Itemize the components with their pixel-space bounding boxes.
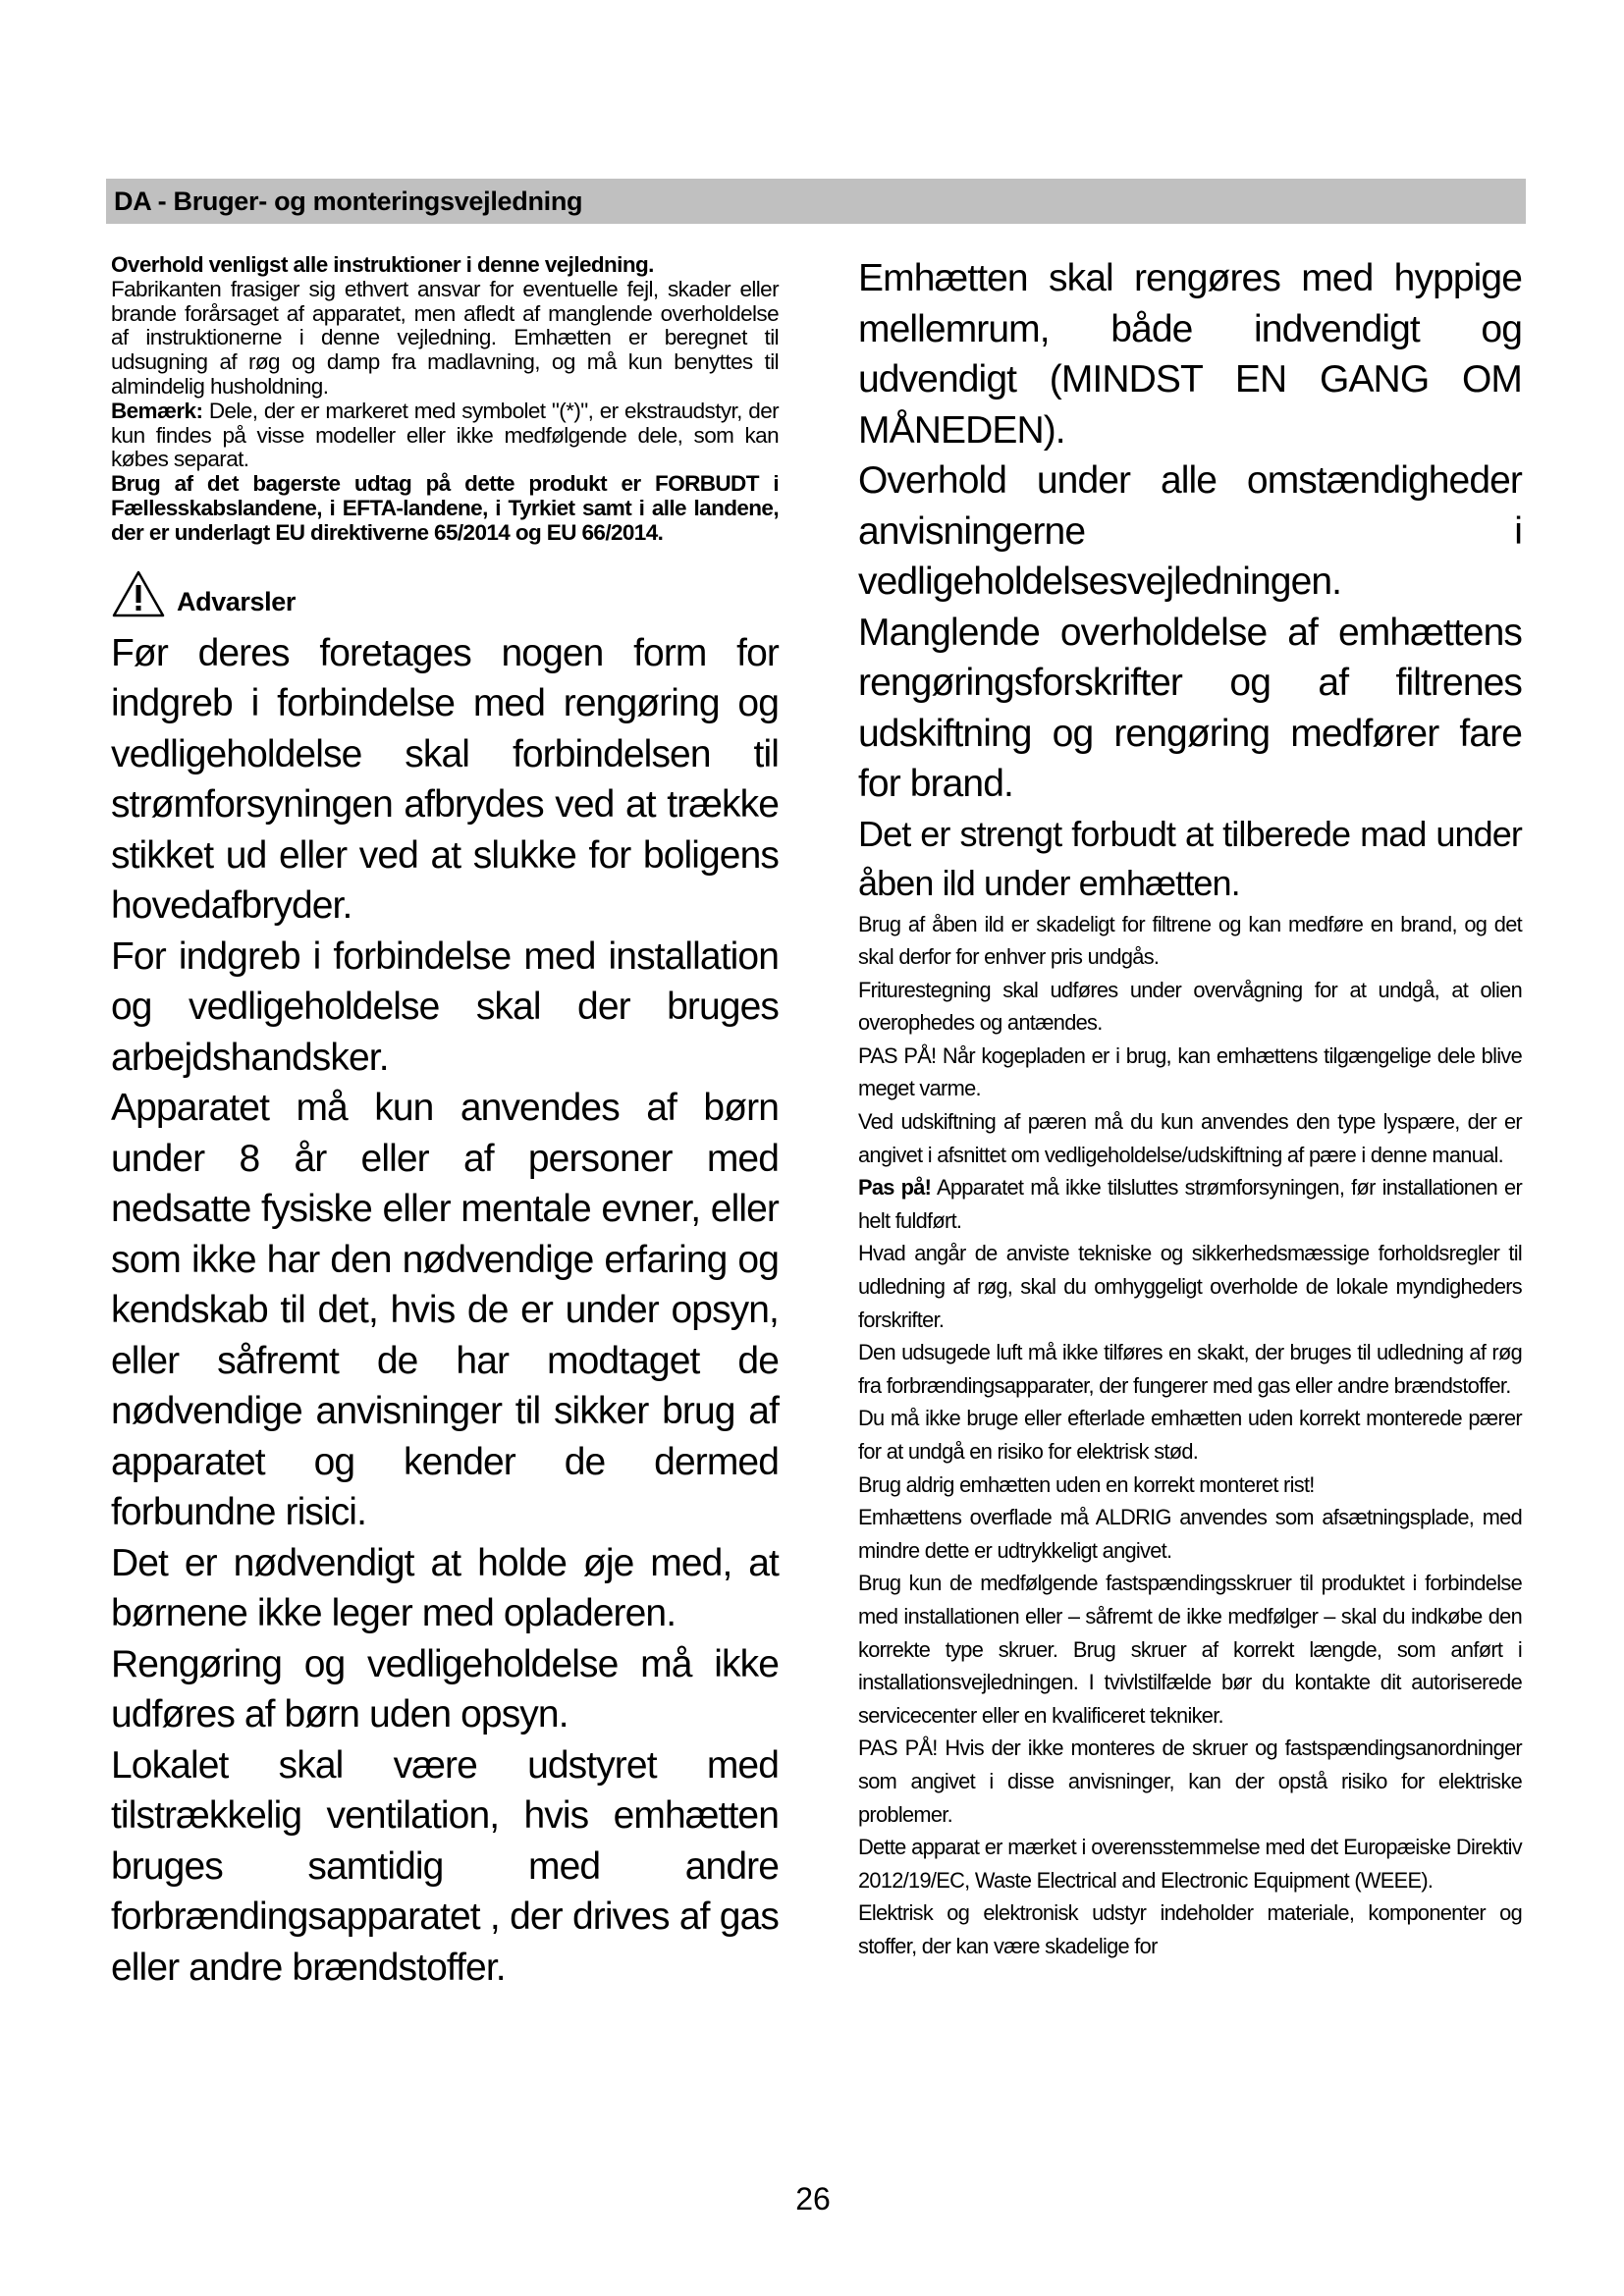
small-paragraph: Emhættens overflade må ALDRIG anvendes som afsætningsplade, med mindre dette er udtrykkeligt angivet. (858, 1505, 1522, 1563)
small-paragraph: Du må ikke bruge eller efterlade emhætten uden korrekt monterede pærer for at undgå en risiko for elektrisk stød. (858, 1406, 1522, 1464)
large-paragraph: Emhætten skal rengøres med hyppige mellemrum, både indvendigt og udvendigt (MINDST EN GANG OM MÅNEDEN). (858, 257, 1522, 452)
right-column (858, 253, 1522, 1963)
large-paragraph: Manglende overholdelse af emhættens rengøringsforskrifter og af filtrenes udskiftning og rengøring medfører fare for brand. (858, 611, 1522, 805)
small-paragraph: Ved udskiftning af pæren må du kun anvendes den type lyspære, der er angivet i afsnittet om vedligeholdelse/udskiftning af pære i denne manual. (858, 1109, 1522, 1167)
warning-paragraph: Det er nødvendigt at holde øje med, at børnene ikke leger med opladeren. (111, 1541, 779, 1635)
small-paragraph: PAS PÅ! Når kogepladen er i brug, kan emhættens tilgængelige dele blive meget varme. (858, 1042, 1522, 1101)
small-paragraph: Hvad angår de anviste tekniske og sikkerhedsmæssige forholdsregler til udledning af røg, skal du omhyggeligt overholde de lokale myndigheders forskrifter. (858, 1241, 1522, 1332)
warnings-heading: Advarsler (177, 586, 296, 616)
page-title: DA - Bruger- og monteringsvejledning (114, 187, 583, 216)
warning-paragraph: Lokalet skal være udstyret med tilstrækkelig ventilation, hvis emhætten bruges samtidig med andre forbrændingsapparatet , der drives af gas eller andre brændstoffer. (111, 1743, 779, 1989)
caution-label: Pas på! (858, 1175, 932, 1201)
warning-paragraph: For indgreb i forbindelse med installation og vedligeholdelse skal der bruges arbejdshandsker. (111, 934, 779, 1079)
small-paragraph: Brug aldrig emhætten uden en korrekt monteret rist! (858, 1471, 1315, 1497)
warnings-heading-row (111, 567, 779, 628)
small-paragraph: Dette apparat er mærket i overensstemmelse med det Europæiske Direktiv 2012/19/EC, Waste Electrical and Electronic Equipment (WEEE). (858, 1835, 1522, 1893)
caution-text: Apparatet må ikke tilsluttes strømforsyningen, før installationen er helt fuldført. (858, 1175, 1523, 1233)
warning-paragraph: Før deres foretages nogen form for indgreb i forbindelse med rengøring og vedligeholdelse skal forbindelsen til strømforsyningen afbrydes ved at trække stikket ud eller ved at slukke for boligens hovedafbryder. (111, 631, 779, 928)
intro-bold: Overhold venligst alle instruktioner i denne vejledning. (111, 252, 654, 277)
small-paragraph: Den udsugede luft må ikke tilføres en skakt, der bruges til udledning af røg fra forbrændingsapparater, der fungerer med gas eller andre brændstoffer. (858, 1340, 1522, 1398)
small-paragraph: Elektrisk og elektronisk udstyr indeholder materiale, komponenter og stoffer, der kan være skadelige for (858, 1900, 1522, 1958)
small-paragraph: Brug af åben ild er skadeligt for filtrene og kan medføre en brand, og det skal derfor for enhver pris undgås. (858, 911, 1522, 970)
large-paragraph: Det er strengt forbudt at tilberede mad under åben ild under emhætten. (858, 813, 1522, 903)
note-text: Dele, der er markeret med symbolet "(*)", er ekstraudstyr, der kun findes på visse modeller eller ikke medfølgende dele, som kan købes separat. (111, 398, 779, 472)
page-number: 26 (795, 2181, 831, 2216)
warning-paragraph: Apparatet må kun anvendes af børn under 8 år eller af personer med nedsatte fysiske eller mentale evner, eller som ikke har den nødvendige erfaring og kendskab til det, hvis de er under opsyn, eller såfremt de har modtaget de nødvendige anvisninger til sikker brug af apparatet og kender de dermed forbundne risici. (111, 1087, 779, 1534)
warning-triangle-icon (111, 569, 166, 618)
intro-text: Fabrikanten frasiger sig ethvert ansvar for eventuelle fejl, skader eller brande forårsaget af apparatet, men afledt af manglende overholdelse af instruktionerne i denne vejledning. Emhætten er beregnet til udsugning af røg og damp fra madlavning, og må kun benyttes til almindelig husholdning. (111, 276, 779, 399)
caution-paragraph (858, 1171, 1522, 1237)
header-bar (106, 179, 1526, 224)
note-label: Bemærk: (111, 398, 203, 423)
warning-paragraph: Rengøring og vedligeholdelse må ikke udføres af børn uden opsyn. (111, 1642, 779, 1736)
small-paragraph: Brug kun de medfølgende fastspændingsskruer til produktet i forbindelse med installationen eller – såfremt de ikke medfølger – skal du indkøbe den korrekte type skruer. Brug skruer af korrekt længde, som anført i installationsvejledningen. I tvivlstilfælde bør du kontakte dit autoriserede servicecenter eller en kvalificeret tekniker. (858, 1571, 1522, 1728)
exhaust-warning: Brug af det bagerste udtag på dette produkt er FORBUDT i Fællesskabslandene, i EFTA-landene, i Tyrkiet samt i alle landene, der er underlagt EU direktiverne 65/2014 og EU 66/2014. (111, 471, 779, 545)
left-column (111, 253, 779, 1993)
small-paragraph: PAS PÅ! Hvis der ikke monteres de skruer og fastspændingsanordninger som angivet i disse anvisninger, kan der opstå risiko for elektriske problemer. (858, 1735, 1522, 1827)
note-paragraph (111, 400, 779, 472)
large-paragraph: Overhold under alle omstændigheder anvisningerne i vedligeholdelsesvejledningen. (858, 459, 1522, 603)
small-paragraph: Friturestegning skal udføres under overvågning for at undgå, at olien overophedes og antændes. (858, 977, 1522, 1036)
